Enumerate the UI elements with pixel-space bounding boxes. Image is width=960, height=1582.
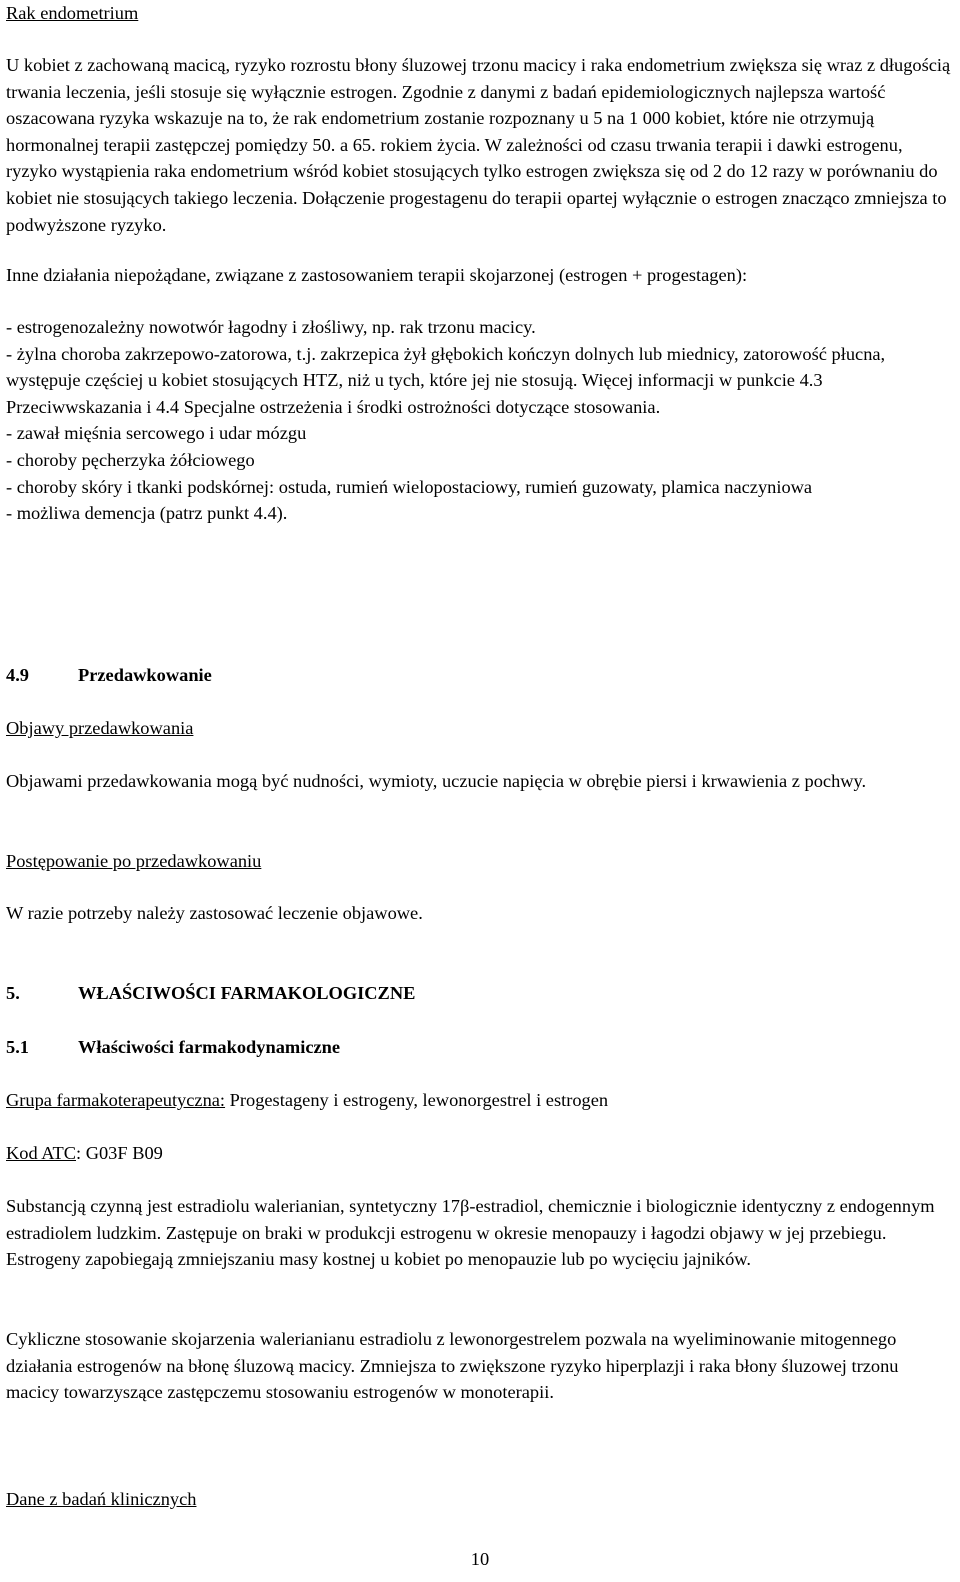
page-number: 10 <box>470 1549 490 1569</box>
grupa-farmakoterapeutyczna <box>6 1087 954 1114</box>
heading-rak-endometrium: Rak endometrium <box>6 3 139 23</box>
section-5-1-heading <box>6 1034 954 1061</box>
heading-dane-z-badan: Dane z badań klinicznych <box>6 1489 197 1509</box>
atc-value: : G03F B09 <box>76 1143 163 1163</box>
list-item: - możliwa demencja (patrz punkt 4.4). <box>6 503 288 524</box>
list-item: - estrogenozależny nowotwór łagodny i złośliwy, np. rak trzonu macicy. <box>6 317 536 337</box>
kod-atc <box>6 1140 954 1167</box>
grupa-label: Grupa farmakoterapeutyczna: <box>6 1090 226 1110</box>
section-number: 5. <box>6 983 20 1003</box>
section-5-heading <box>6 980 954 1007</box>
list-item: - zawał mięśnia sercowego i udar mózgu <box>6 423 307 444</box>
heading-postepowanie: Postępowanie po przedawkowaniu <box>6 851 262 871</box>
section-number: 4.9 <box>6 665 29 685</box>
section-number: 5.1 <box>6 1037 29 1057</box>
section-title: Przedawkowanie <box>78 665 212 685</box>
paragraph-objawy-przedawkowania: Objawami przedawkowania mogą być nudności, wymioty, uczucie napięcia w obrębie piersi i krwawienia z pochwy. <box>6 771 867 791</box>
section-4-9-heading <box>6 662 954 689</box>
section-title: Właściwości farmakodynamiczne <box>78 1037 341 1057</box>
paragraph-postepowanie: W razie potrzeby należy zastosować leczenie objawowe. <box>6 903 423 923</box>
paragraph-rak-endometrium: U kobiet z zachowaną macicą, ryzyko rozrostu błony śluzowej trzonu macicy i raka endometrium zwiększa się wraz z długością trwania leczenia, jeśli stosuje się wyłącznie estrogen. Zgodnie z danymi z badań epidemiologicznych najlepsza wartość oszacowana ryzyka wskazuje na to, że rak endometrium zostanie rozpoznany u 5 na 1 000 kobiet, które nie otrzymują hormonalnej terapii zastępczej pomiędzy 50. a 65. rokiem życia. W zależności od czasu trwania terapii i dawki estrogenu, ryzyko wystąpienia raka endometrium wśród kobiet stosujących tylko estrogen zwiększa się od 2 do 12 razy w porównaniu do kobiet nie stosujących takiego leczenia. Dołączenie progestagenu do terapii opartej wyłącznie o estrogen znacząco zmniejsza to podwyższone ryzyko. <box>6 55 951 235</box>
grupa-value: Progestageny i estrogeny, lewonorgestrel i estrogen <box>225 1090 609 1110</box>
list-item: - żylna choroba zakrzepowo-zatorowa, t.j. zakrzepica żył głębokich kończyn dolnych lub miednicy, zatorowość płucna, występuje częściej u kobiet stosujących HTZ, niż u tych, które jej nie stosują. Więcej informacji w punkcie 4.3 Przeciwwskazania i 4.4 Specjalne ostrzeżenia i środki ostrożności dotyczące stosowania. <box>6 343 886 417</box>
atc-label: Kod ATC <box>6 1143 76 1163</box>
heading-objawy-przedawkowania: Objawy przedawkowania <box>6 718 194 738</box>
section-title: WŁAŚCIWOŚCI FARMAKOLOGICZNE <box>78 983 416 1003</box>
adverse-effects-list <box>6 314 954 527</box>
paragraph-substancja-czynna: Substancją czynną jest estradiolu walerianian, syntetyczny 17β-estradiol, chemicznie i biologicznie identyczny z endogennym estradiolem ludzkim. Zastępuje on braki w produkcji estrogenu w okresie menopauzy i łagodzi objawy w jej przebiegu. Estrogeny zapobiegają zmniejszaniu masy kostnej u kobiet po menopauzie lub po wycięciu jajników. <box>6 1196 935 1270</box>
list-item: - choroby skóry i tkanki podskórnej: ostuda, rumień wielopostaciowy, rumień guzowaty, plamica naczyniowa <box>6 476 813 497</box>
paragraph-inne-intro: Inne działania niepożądane, związane z zastosowaniem terapii skojarzonej (estrogen + progestagen): <box>6 265 748 285</box>
list-item: - choroby pęcherzyka żółciowego <box>6 449 255 470</box>
paragraph-cykliczne-stosowanie: Cykliczne stosowanie skojarzenia walerianianu estradiolu z lewonorgestrelem pozwala na wyeliminowanie mitogennego działania estrogenów na błonę śluzową macicy. Zmniejsza to zwiększone ryzyko hiperplazji i raka błony śluzowej trzonu macicy towarzyszące zastępczemu stosowaniu estrogenów w monoterapii. <box>6 1329 899 1403</box>
